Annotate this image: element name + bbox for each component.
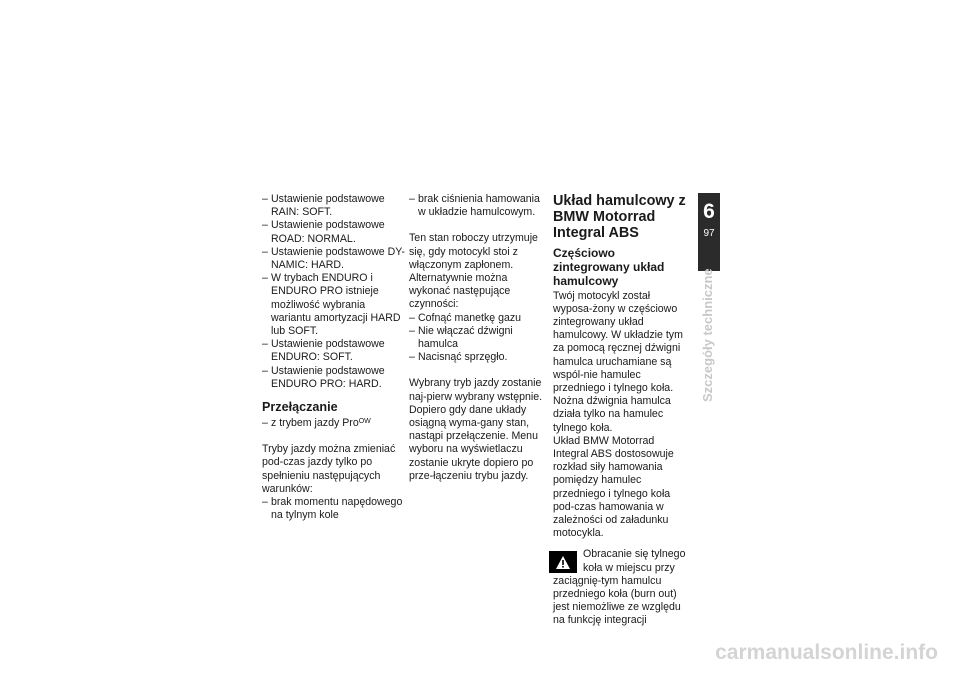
watermark: carmanualsonline.info bbox=[715, 641, 938, 664]
list-item: – brak momentu napędowego na tylnym kole bbox=[262, 496, 408, 522]
section-label: Szczegóły techniczne bbox=[700, 268, 715, 402]
column-3 bbox=[553, 193, 689, 628]
chapter-number: 6 bbox=[703, 200, 715, 223]
paragraph: Układ BMW Motorrad Integral ABS dostosowuje rozkład siły hamowania pomiędzy hamulec przedniego i tylnego koła pod-czas hamowania w zależności od załadunku motocykla. bbox=[553, 434, 674, 540]
section-heading: Częściowo zintegrowany układ hamulcowy bbox=[553, 245, 665, 288]
paragraph: Tryby jazdy można zmieniać pod-czas jazdy tylko po spełnieniu następujących warunków: bbox=[262, 443, 396, 495]
list-item: – brak ciśnienia hamowania w układzie hamulcowym. bbox=[409, 193, 549, 219]
list-item: – Ustawienie podstawowe RAIN: SOFT. bbox=[262, 193, 408, 219]
list-item bbox=[262, 417, 408, 430]
chapter-tab bbox=[698, 193, 720, 271]
warning-icon bbox=[549, 551, 577, 573]
list-item: – Nacisnąć sprzęgło. bbox=[409, 351, 549, 364]
paragraph: Wybrany tryb jazdy zostanie naj-pierw wybrany wstępnie. Dopiero gdy dane układy osiągną wyma-gany stan, nastąpi przełączenie. Menu wyboru na wyświetlaczu zostanie ukryte dopiero po prze-łączeniu trybu jazdy. bbox=[409, 377, 543, 482]
page-number: 97 bbox=[703, 228, 715, 239]
list-item: – Ustawienie podstawowe ENDURO: SOFT. bbox=[262, 338, 408, 364]
section-heading: Przełączanie bbox=[262, 400, 338, 415]
warning-text: Obracanie się tylnego koła w miejscu przy zaciągnię-tym hamulcu przedniego koła (burn out) jest niemożliwe ze względu na funkcję integracji bbox=[553, 548, 686, 627]
superscript: OW bbox=[358, 418, 371, 426]
settings-list bbox=[262, 193, 408, 391]
paragraph: Twój motocykl został wyposa-żony w częściowo zintegrowany układ hamulcowy. W układzie tym za pomocą ręcznej dźwigni hamulca uruchamiane są wspól-nie hamulec przedniego i tylnego koła. Nożna dźwignia hamulca działa tylko na hamulec tylnego koła. bbox=[553, 289, 683, 434]
list-item: – Ustawienie podstawowe ROAD: NORMAL. bbox=[262, 219, 408, 245]
column-2 bbox=[409, 193, 549, 483]
page-title: Układ hamulcowy z BMW Motorrad Integral ABS bbox=[553, 193, 686, 242]
list-item: – Ustawienie podstawowe DY-NAMIC: HARD. bbox=[262, 246, 408, 272]
paragraph: Ten stan roboczy utrzymuje się, gdy motocykl stoi z włączonym zapłonem. Alternatywnie można wykonać następujące czynności: bbox=[409, 232, 538, 311]
list-item: – W trybach ENDURO i ENDURO PRO istnieje możliwość wybrania wariantu amortyzacji HARD lub SOFT. bbox=[262, 272, 408, 338]
item-text: z trybem jazdy Pro bbox=[271, 417, 359, 430]
warning-box bbox=[553, 548, 689, 627]
list-item: – Cofnąć manetkę gazu bbox=[409, 312, 549, 325]
list-item: – Nie włączać dźwigni hamulca bbox=[409, 325, 549, 351]
list-item: – Ustawienie podstawowe ENDURO PRO: HARD. bbox=[262, 365, 408, 391]
column-1 bbox=[262, 193, 408, 522]
